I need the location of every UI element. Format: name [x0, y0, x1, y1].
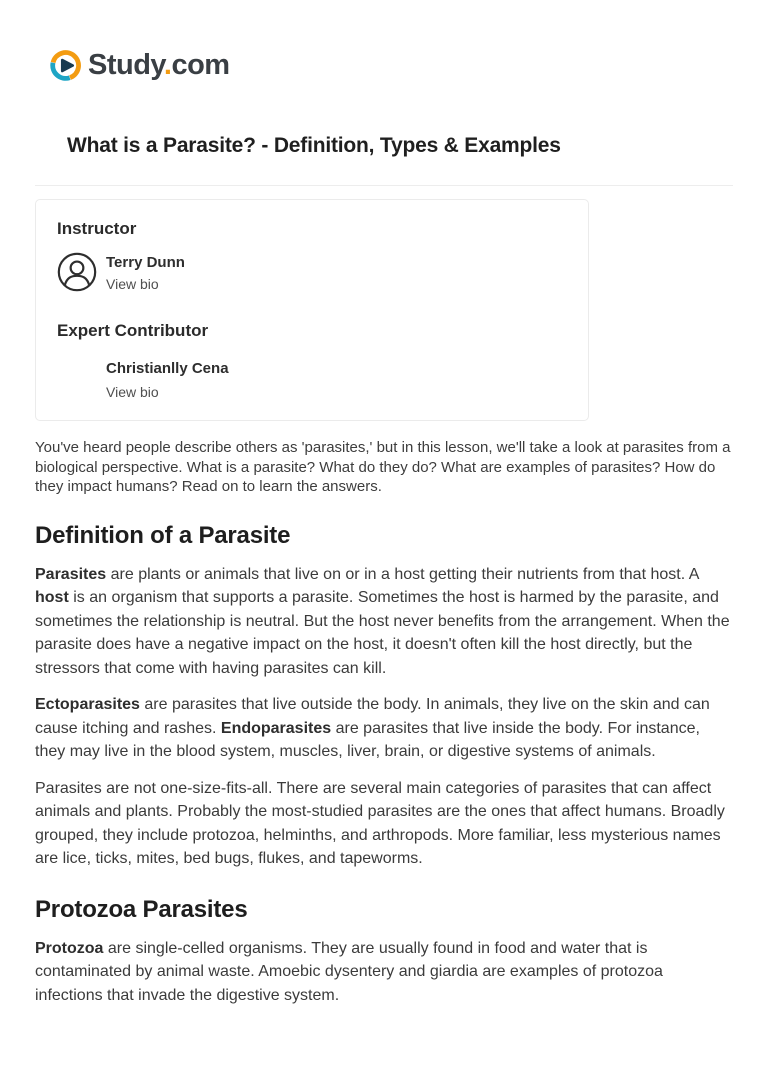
- title-divider: [35, 185, 733, 186]
- studycom-logo[interactable]: [50, 49, 230, 81]
- instructor-name: Terry Dunn: [106, 254, 185, 271]
- instructor-row: [57, 252, 568, 292]
- section-heading: Protozoa Parasites: [35, 895, 248, 923]
- article-intro: You've heard people describe others as 'parasites,' but in this lesson, we'll take a look at parasites from a biological perspective. What is a parasite? What do they do? What are examples of parasites? How do they impact humans? Read on to learn the answers.: [35, 439, 731, 495]
- article-paragraph: Ectoparasites are parasites that live outside the body. In animals, they live on the skin and can cause itching and rashes. Endoparasites are parasites that live inside the body. For instance, they may live in the blood system, muscles, liver, brain, or digestive systems of animals.: [35, 696, 710, 760]
- contributor-row: [57, 354, 568, 400]
- bold-term: Ectoparasites: [35, 696, 140, 713]
- article-paragraph: Protozoa are single-celled organisms. They are usually found in food and water that is contaminated by animal waste. Amoebic dysentery and giardia are examples of protozoa infections that invade the digestive system.: [35, 939, 663, 1004]
- article-page: [0, 50, 768, 1067]
- person-avatar-icon: [57, 252, 97, 292]
- contributor-view-bio-link[interactable]: View bio: [106, 384, 159, 400]
- instructor-card: [35, 199, 589, 421]
- studycom-logo-icon: [50, 50, 81, 81]
- contributor-label: Expert Contributor: [57, 321, 209, 340]
- article-sections: [35, 522, 733, 1008]
- page-title: What is a Parasite? - Definition, Types & Examples: [67, 134, 561, 157]
- instructor-view-bio-link[interactable]: View bio: [106, 276, 159, 292]
- bold-term: Protozoa: [35, 939, 104, 957]
- bold-term: Endoparasites: [220, 719, 332, 737]
- instructor-label: Instructor: [57, 219, 137, 238]
- bold-term: host: [35, 589, 69, 606]
- article-paragraph: Parasites are not one-size-fits-all. There are several main categories of parasites that can affect animals and plants. Probably the most-studied parasites are the ones that affect humans. Broadly grouped, they include protozoa, helminths, and arthropods. More familiar, less mysterious names are lice, ticks, mites, bed bugs, flukes, and tapeworms.: [35, 779, 725, 867]
- bold-term: Parasites: [35, 565, 107, 583]
- avatar-spacer: [57, 354, 97, 360]
- article-paragraph: Parasites are plants or animals that live on or in a host getting their nutrients from that host. A host is an organism that supports a parasite. Sometimes the host is harmed by the parasite, and sometimes the relationship is neutral. But the host never benefits from the arrangement. When the parasite does have a negative impact on the host, it doesn't often kill the host directly, but the stressors that come with having parasites can kill.: [35, 565, 730, 677]
- section-heading: Definition of a Parasite: [35, 521, 291, 549]
- contributor-name: Christianlly Cena: [106, 360, 229, 377]
- contributor-block: [57, 321, 568, 400]
- studycom-logo-text: Study.com: [88, 49, 230, 81]
